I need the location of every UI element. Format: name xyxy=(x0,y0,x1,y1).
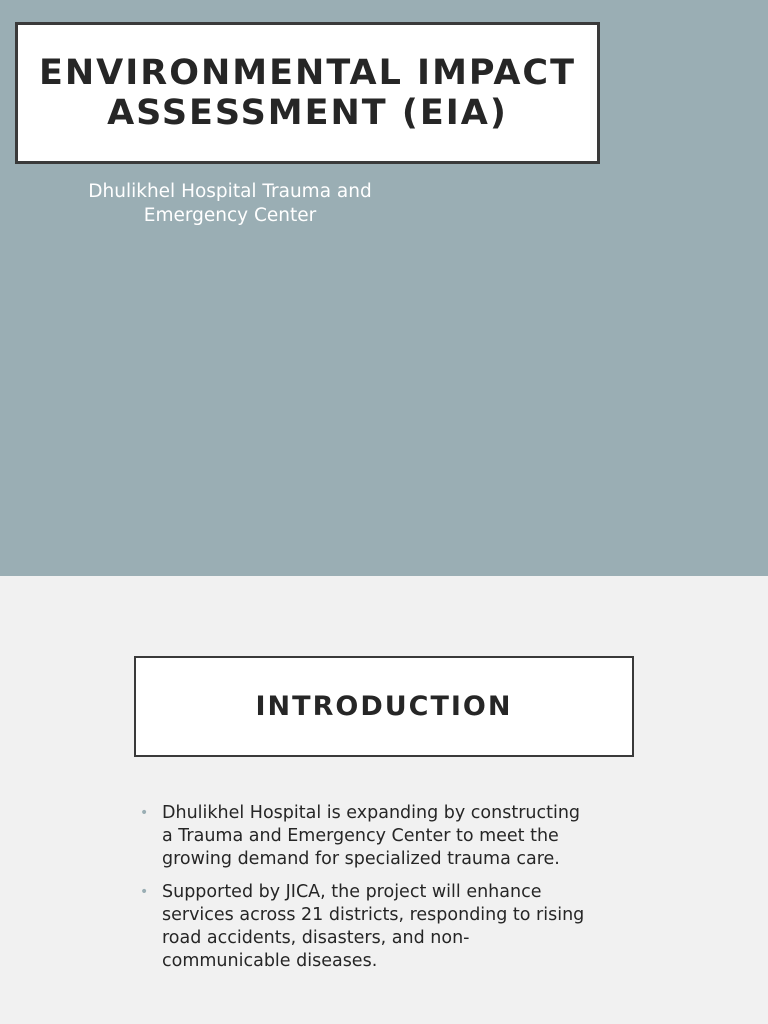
bullet-1-line-2: a Trauma and Emergency Center to meet the xyxy=(162,826,559,846)
title-box xyxy=(15,22,600,164)
slide-title-line-2: ASSESSMENT (EIA) xyxy=(107,93,508,133)
bullet-item-2 xyxy=(140,881,640,973)
slide-subtitle xyxy=(60,180,400,228)
bullet-2-line-1: Supported by JICA, the project will enhance xyxy=(162,882,542,902)
bullet-2-line-4: communicable diseases. xyxy=(162,951,378,971)
bullet-1-line-3: growing demand for specialized trauma care. xyxy=(162,849,560,869)
bullet-list xyxy=(140,802,640,983)
bullet-1-line-1: Dhulikhel Hospital is expanding by constructing xyxy=(162,803,581,823)
bullet-item-1 xyxy=(140,802,640,871)
bullet-2-line-2: services across 21 districts, responding to rising xyxy=(162,905,585,925)
section-title-box xyxy=(134,656,634,757)
bullet-dot-icon: • xyxy=(140,805,149,821)
slide-title xyxy=(39,53,576,133)
section-title: INTRODUCTION xyxy=(255,691,513,722)
bullet-2-line-3: road accidents, disasters, and non- xyxy=(162,928,470,948)
bullet-dot-icon: • xyxy=(140,884,149,900)
slide-subtitle-line-2: Emergency Center xyxy=(143,205,317,226)
slide-title-line-1: ENVIRONMENTAL IMPACT xyxy=(38,53,576,93)
introduction-slide xyxy=(0,576,768,1024)
slide-subtitle-line-1: Dhulikhel Hospital Trauma and xyxy=(88,181,372,202)
